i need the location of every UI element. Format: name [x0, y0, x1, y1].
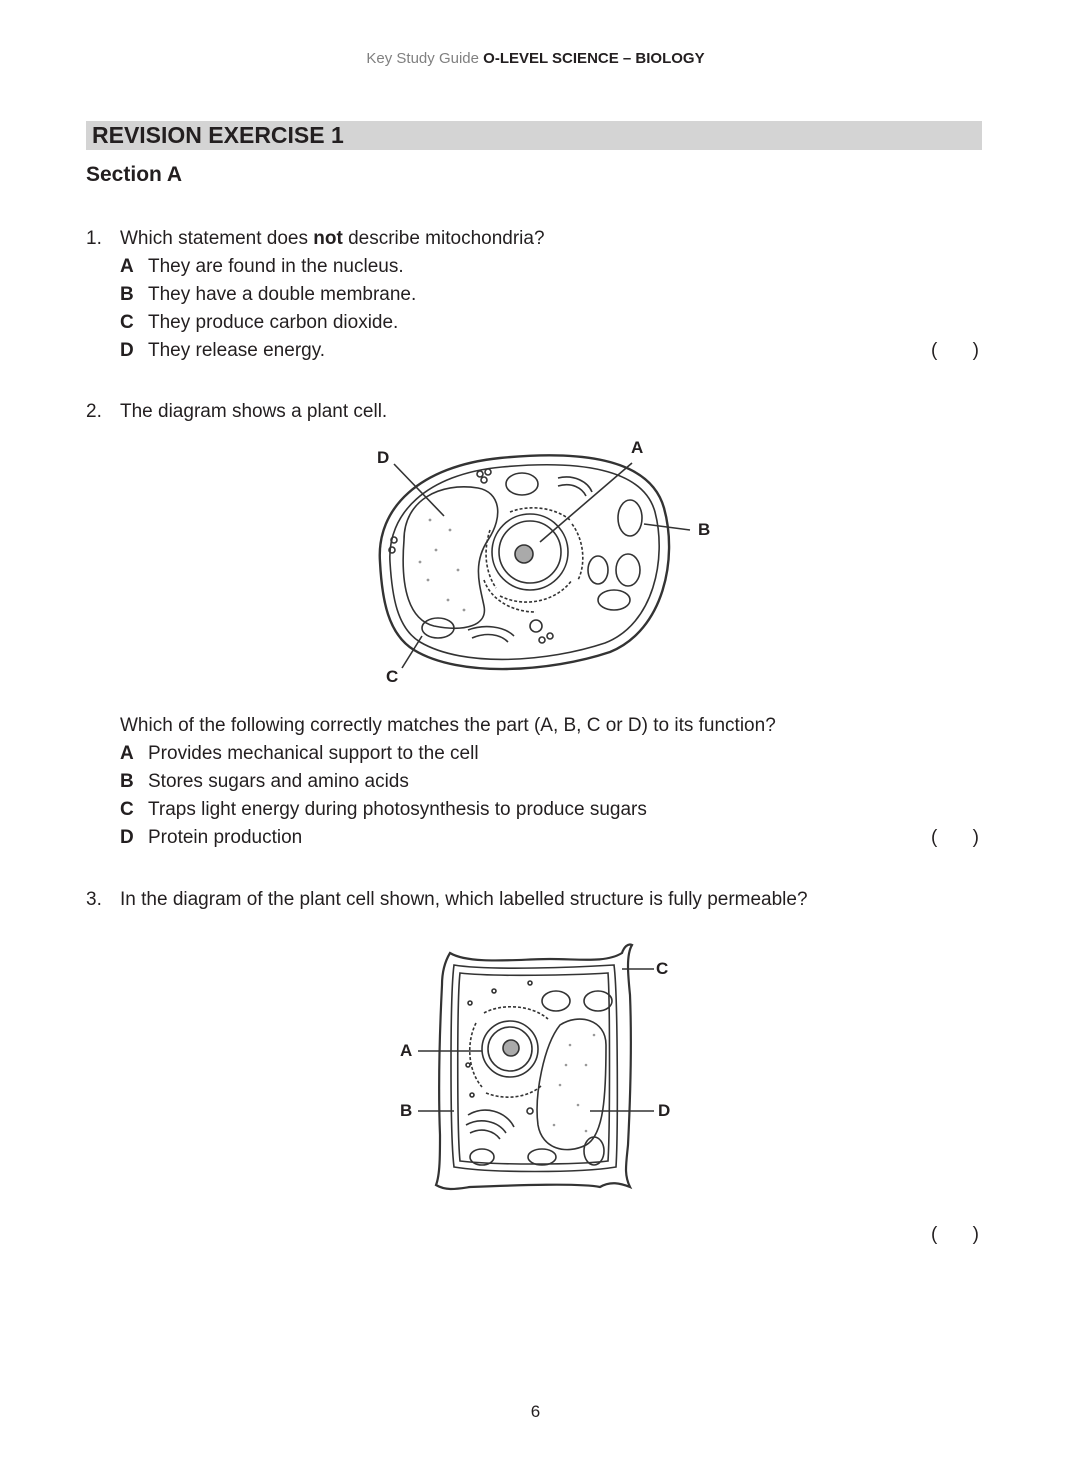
plant-cell-diagram-1 — [360, 430, 730, 690]
option-letter: C — [120, 312, 134, 333]
diagram-1-label-c: C — [386, 667, 399, 686]
question-number: 1. — [86, 228, 102, 249]
option-letter: D — [120, 827, 134, 848]
page-number: 6 — [530, 1402, 541, 1421]
question-stem: Which statement does not describe mitochondria? — [120, 228, 545, 249]
question-follow-up: Which of the following correctly matches the part (A, B, C or D) to its function? — [120, 715, 776, 736]
emphasis-not: not — [313, 228, 343, 249]
option-text: They produce carbon dioxide. — [148, 312, 399, 333]
option-letter: D — [120, 340, 134, 361]
option-text: They release energy. — [148, 340, 326, 361]
diagram-2-label-c: C — [656, 959, 669, 978]
subject-title: O-LEVEL SCIENCE – BIOLOGY — [483, 50, 705, 67]
question-number: 2. — [86, 401, 102, 422]
option-text: Protein production — [148, 827, 303, 848]
answer-box[interactable]: ( ) — [931, 1224, 979, 1245]
option-letter: A — [120, 256, 134, 277]
exercise-title: REVISION EXERCISE 1 — [92, 122, 344, 148]
diagram-1-label-d: D — [377, 448, 390, 467]
option-letter: C — [120, 799, 134, 820]
question-number: 3. — [86, 889, 102, 910]
diagram-2-label-d: D — [658, 1101, 671, 1120]
question-stem: The diagram shows a plant cell. — [120, 401, 388, 422]
question-stem: In the diagram of the plant cell shown, which labelled structure is fully permeable? — [120, 889, 808, 910]
option-text: They are found in the nucleus. — [148, 256, 404, 277]
answer-box[interactable]: ( ) — [931, 340, 979, 361]
option-text: Provides mechanical support to the cell — [148, 743, 479, 764]
guide-title: Key Study Guide — [366, 50, 479, 67]
option-text: Traps light energy during photosynthesis to produce sugars — [148, 799, 647, 820]
option-text: Stores sugars and amino acids — [148, 771, 409, 792]
answer-box[interactable]: ( ) — [931, 827, 979, 848]
option-text: They have a double membrane. — [148, 284, 417, 305]
option-letter: B — [120, 284, 134, 305]
diagram-1-label-b: B — [698, 520, 711, 539]
running-head — [0, 50, 1071, 67]
option-letter: B — [120, 771, 134, 792]
plant-cell-diagram-2 — [410, 935, 670, 1205]
diagram-2-label-b: B — [400, 1101, 413, 1120]
section-title: Section A — [86, 163, 183, 186]
diagram-2-label-a: A — [400, 1041, 413, 1060]
option-letter: A — [120, 743, 134, 764]
diagram-1-label-a: A — [631, 438, 644, 457]
